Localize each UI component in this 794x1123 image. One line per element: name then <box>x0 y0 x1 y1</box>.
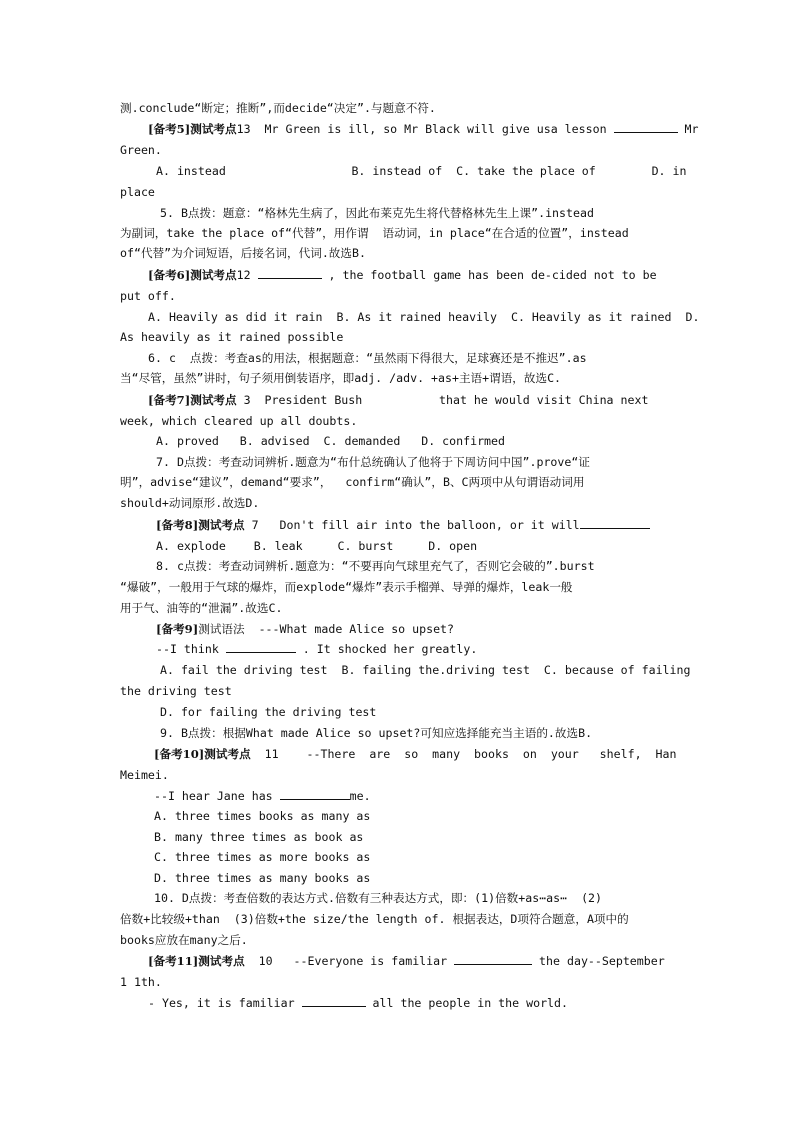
question-text: 3 President Bush that he would visit China next <box>236 393 649 407</box>
question-7-line <box>148 392 648 408</box>
options-line: A. proved B. advised C. demanded D. confirmed <box>156 434 506 448</box>
options-line: A. Heavily as did it rain B. As it rained heavily C. Heavily as it rained D. <box>148 310 700 324</box>
answer-blank <box>258 268 322 279</box>
options-line: A. explode B. leak C. burst D. open <box>156 539 478 553</box>
answer-blank <box>454 954 532 965</box>
question-5-line <box>148 121 698 137</box>
explanation-line: 5. B点拨：题意：“格林先生病了，因此布莱克先生将代替格林先生上课”.instead <box>160 206 594 220</box>
explanation-line: 9. B点拨：根据What made Alice so upset?可知应选择能充当主语的.故选B. <box>160 726 593 740</box>
question-6-line <box>148 267 657 283</box>
explanation-line: of“代替”为介词短语，后接名词，代词.故选B. <box>120 246 366 260</box>
question-text: 12 <box>236 268 258 282</box>
question-text: 10 --Everyone is familiar <box>244 954 455 968</box>
explanation-line: books应放在many之后. <box>120 933 248 947</box>
question-text: --I hear Jane has <box>154 789 280 803</box>
explanation-line: “爆破”，一般用于气球的爆炸，而explode“爆炸”表示手榴弹、导弹的爆炸，leak一般 <box>120 580 573 594</box>
option-b: B. many three times as book as <box>154 830 364 844</box>
explanation-line: 7. D点拨：考查动词辨析.题意为“布什总统确认了他将于下周访问中国”.prove“证 <box>156 455 590 469</box>
option-c: C. three times as more books as <box>154 850 371 864</box>
question-tag: [备考11]测试考点 <box>148 954 245 968</box>
options-line: D. for failing the driving test <box>160 705 377 719</box>
question-text: me. <box>349 789 371 803</box>
question-text: . It shocked her greatly. <box>295 642 478 656</box>
dialogue-line <box>156 641 477 657</box>
question-11-line <box>148 953 665 969</box>
question-text: , the football game has been de-cided not to be <box>321 268 657 282</box>
explanation-line: 10. D点拨：考查倍数的表达方式.倍数有三种表达方式，即：(1)倍数+as⋯as⋯ (2) <box>154 891 603 905</box>
dialogue-line <box>154 788 371 804</box>
explanation-line: 倍数+比较级+than (3)倍数+the size/the length of. 根据表达，D项符合题意，A项中的 <box>120 912 629 926</box>
question-text: 13 Mr Green is ill, so Mr Black will give usa lesson <box>236 122 614 136</box>
options-line: A. fail the driving test B. failing the.driving test C. because of failing <box>160 663 691 677</box>
explanation-line: 用于气、油等的“泄漏”.故选C. <box>120 601 283 615</box>
option-a: A. three times books as many as <box>154 809 371 823</box>
question-tag: [备考6]测试考点 <box>148 268 237 282</box>
text-line: 测.conclude“断定；推断”,而decide“决定”.与题意不符. <box>120 101 436 115</box>
text-line: put off. <box>120 289 176 303</box>
question-text: 7 Don't fill air into the balloon, or it will <box>244 518 580 532</box>
question-tag: [备考7]测试考点 <box>148 393 237 407</box>
answer-blank <box>226 642 296 653</box>
question-8-line <box>156 517 650 533</box>
question-text: Mr <box>677 122 699 136</box>
text-line: Green. <box>120 143 162 157</box>
explanation-line: 8. c点拨：考查动词辨析.题意为：“不要再向气球里充气了，否则它会破的”.burst <box>156 559 595 573</box>
answer-blank <box>280 789 350 800</box>
answer-blank <box>614 122 678 133</box>
options-line: As heavily as it rained possible <box>120 330 344 344</box>
question-text: --I think <box>156 642 226 656</box>
text-line: Meimei. <box>120 768 169 782</box>
question-tag: [备考8]测试考点 <box>156 518 245 532</box>
question-text: 11 --There are so many books on your shelf, Han <box>250 747 677 761</box>
explanation-line: 当“尽管，虽然”讲时，句子须用倒装语序，即adj. /adv. +as+主语+谓语，故选C. <box>120 371 562 385</box>
text-line: week, which cleared up all doubts. <box>120 414 358 428</box>
explanation-line: 为副词，take the place of“代替”，用作谓 语动词，in place“在合适的位置”，instead <box>120 226 629 240</box>
question-text: - Yes, it is familiar <box>148 996 302 1010</box>
text-line: 1 1th. <box>120 975 162 989</box>
question-text: all the people in the world. <box>365 996 568 1010</box>
text-line: place <box>120 185 155 199</box>
answer-blank <box>580 518 650 529</box>
question-9-line <box>156 621 454 637</box>
question-text: the day--September <box>532 954 665 968</box>
options-line: the driving test <box>120 684 232 698</box>
question-text: 测试语法 ---What made Alice so upset? <box>198 622 455 636</box>
question-tag: [备考10]测试考点 <box>154 747 251 761</box>
explanation-line: should+动词原形.故选D. <box>120 496 260 510</box>
option-d: D. three times as many books as <box>154 871 371 885</box>
options-line: A. instead B. instead of C. take the place of D. in <box>156 164 687 178</box>
question-tag: [备考5]测试考点 <box>148 122 237 136</box>
explanation-line: 明”，advise“建议”，demand“要求”， confirm“确认”，B、C两项中从句谓语动词用 <box>120 475 585 489</box>
dialogue-line <box>148 995 568 1011</box>
answer-blank <box>302 996 366 1007</box>
explanation-line: 6. c 点拨：考查as的用法，根据题意：“虽然雨下得很大，足球赛还是不推迟”.as <box>148 351 587 365</box>
question-10-line <box>154 746 676 762</box>
question-tag: [备考9] <box>156 622 199 636</box>
